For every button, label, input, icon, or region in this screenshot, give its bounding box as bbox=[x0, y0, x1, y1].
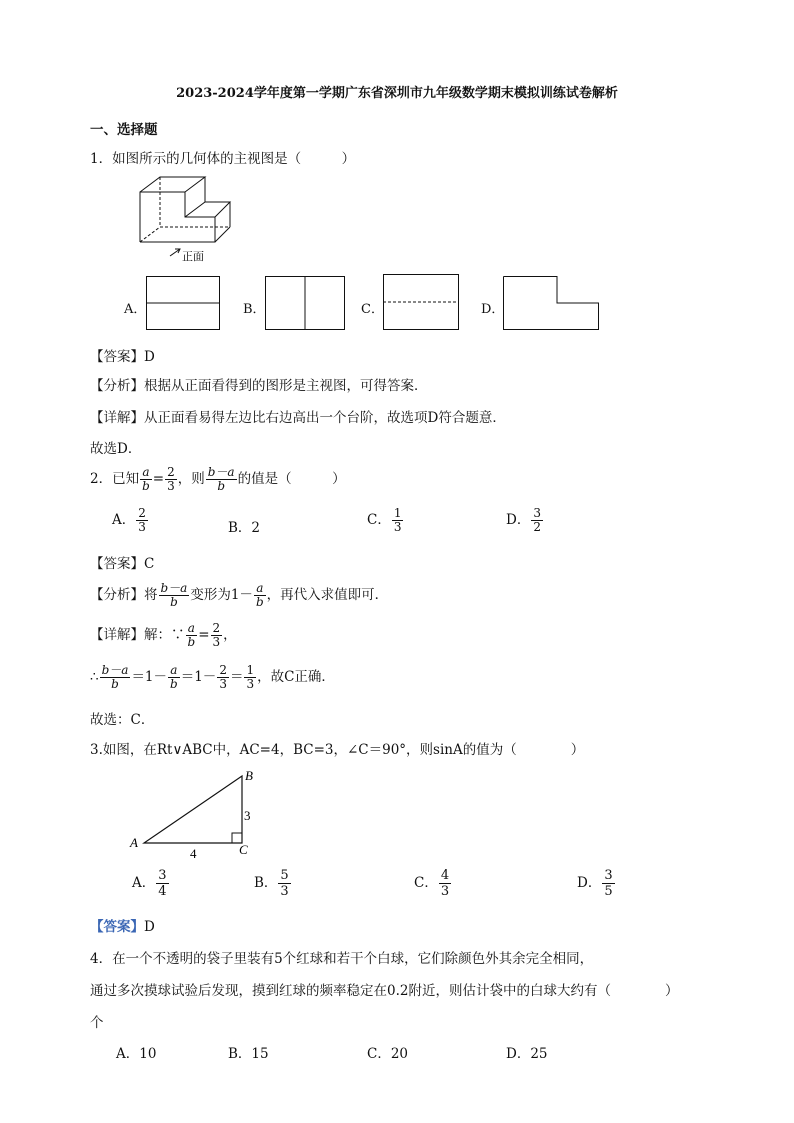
q3-option-c: C． $\frac{4}{3}$ bbox=[414, 868, 450, 899]
q2-analysis: 【分析】将 $\frac{b-a}{b}$ 变形为1－ $\frac{a}{b}$ ，再代入求值即可． bbox=[90, 581, 389, 609]
q1-front-label: 正面 bbox=[182, 251, 204, 263]
q4-line2: 通过多次摸球试验后发现，摸到红球的频率稳定在0.2附近，则估计袋中的白球大约有（ ） bbox=[90, 983, 679, 999]
q2-detail-line1: 【详解】解：∵ $\frac{a}{b}$ = $\frac{2}{3}$ ， bbox=[90, 621, 237, 649]
q2-answer: 【答案】C bbox=[90, 556, 155, 572]
q3-option-b: B． $\frac{5}{3}$ bbox=[254, 868, 289, 899]
q3-side-ac: 4 bbox=[190, 846, 197, 861]
q2-detail-line2: ∴ $\frac{b-a}{b}$ ＝1－ $\frac{a}{b}$ ＝1－ $\frac{2}{3}$ ＝ $\frac{1}{3}$ ，故C正确． bbox=[90, 663, 335, 691]
q2-option-d: D． $\frac{3}{2}$ bbox=[506, 506, 541, 534]
q4-option-a: A．10 bbox=[116, 1046, 157, 1062]
q1-option-d-label: D． bbox=[481, 302, 505, 317]
q3-vertex-a: A bbox=[130, 835, 138, 850]
q1-solid-figure bbox=[130, 172, 240, 267]
q2-stem: 2．已知 $\frac{a}{b}$ = $\frac{2}{3}$ ，则 $\frac{b-a}{b}$ 的值是（ ） bbox=[90, 465, 346, 493]
q1-option-d-figure bbox=[503, 276, 601, 332]
page-title: 2023-2024学年度第一学期广东省深圳市九年级数学期末模拟训练试卷解析 bbox=[176, 86, 618, 101]
q4-option-b: B．15 bbox=[228, 1046, 269, 1062]
q1-option-c-label: C． bbox=[361, 302, 384, 317]
q3-side-bc: 3 bbox=[244, 808, 251, 823]
q1-detail: 【详解】从正面看易得左边比右边高出一个台阶，故选项D符合题意． bbox=[90, 410, 506, 426]
q3-stem: 3.如图，在Rt∨ABC中，AC=4，BC=3，∠C＝90°，则sinA的值为（ ） bbox=[90, 742, 585, 758]
q3-vertex-c: C bbox=[239, 842, 248, 857]
q3-option-a: A． $\frac{3}{4}$ bbox=[132, 868, 167, 899]
q1-option-b-figure bbox=[265, 276, 347, 332]
q4-line3: 个 bbox=[90, 1015, 104, 1031]
q1-conclusion: 故选D． bbox=[90, 441, 142, 457]
q1-option-b-label: B． bbox=[243, 302, 266, 317]
q1-option-a-label: A． bbox=[124, 302, 147, 317]
q1-stem: 1．如图所示的几何体的主视图是（ ） bbox=[90, 151, 356, 167]
q2-option-c: C． $\frac{1}{3}$ bbox=[367, 506, 402, 534]
q1-answer: 【答案】D bbox=[90, 349, 155, 365]
q1-option-c-figure bbox=[383, 274, 461, 332]
q4-option-c: C．20 bbox=[367, 1046, 409, 1062]
q2-conclusion: 故选：C． bbox=[90, 712, 155, 728]
q2-option-a: A． $\frac{2}{3}$ bbox=[112, 506, 146, 534]
q3-vertex-b: B bbox=[245, 768, 253, 783]
q2-option-b: B．2 bbox=[228, 520, 261, 536]
q3-answer: 【答案】D bbox=[90, 919, 155, 935]
q1-option-a-figure bbox=[146, 276, 222, 332]
q1-analysis: 【分析】根据从正面看得到的图形是主视图，可得答案． bbox=[90, 378, 428, 394]
q4-line1: 4．在一个不透明的袋子里装有5个红球和若干个白球，它们除颜色外其余完全相同， bbox=[90, 951, 594, 967]
q3-option-d: D． $\frac{3}{5}$ bbox=[577, 868, 613, 899]
q3-triangle-figure bbox=[126, 766, 266, 864]
q4-option-d: D．25 bbox=[506, 1046, 548, 1062]
section-heading: 一、选择题 bbox=[90, 122, 158, 138]
